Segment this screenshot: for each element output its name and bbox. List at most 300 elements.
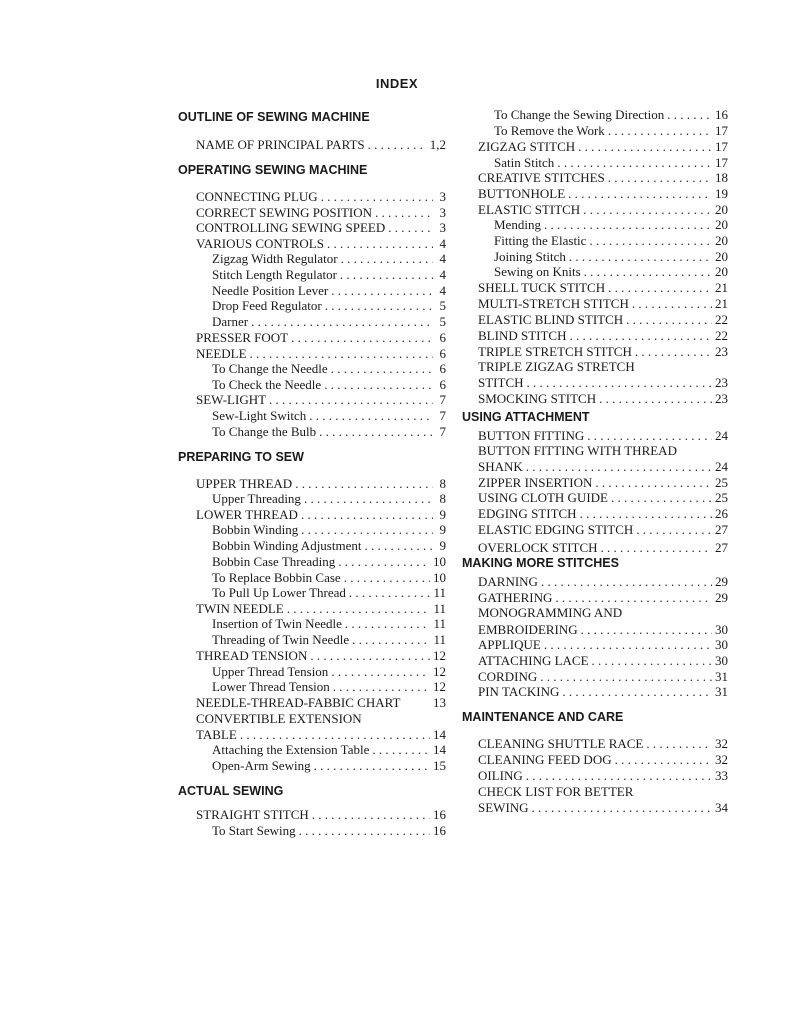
dot-leader [349,585,431,601]
dot-leader [344,570,430,586]
page-number: 3 [439,220,446,235]
page-number: 32 [715,736,728,751]
index-entry [478,752,728,768]
dot-leader [601,540,712,556]
dot-leader [540,669,712,685]
page-number: 3 [439,205,446,220]
page-number: 22 [715,328,728,343]
dot-leader [632,296,712,312]
entry-label: TABLE [196,727,237,742]
index-subentry [212,361,446,377]
entry-label: CHECK LIST FOR BETTER [478,784,634,799]
dot-leader [562,684,712,700]
page-number: 4 [439,236,446,251]
entry-label: Insertion of Twin Needle [212,616,342,631]
index-subentry [212,758,446,774]
dot-leader [309,408,433,424]
page-number: 21 [715,280,728,295]
dot-leader [589,233,712,249]
index-entry [196,330,446,346]
page-number: 4 [439,267,446,282]
index-subentry [212,742,446,758]
dot-leader [310,648,430,664]
page-number: 1,2 [429,137,446,152]
dot-leader [646,736,712,752]
index-entry [196,727,446,743]
page-number: 27 [715,540,728,555]
dot-leader [345,616,431,632]
page-number: 20 [715,264,728,279]
entry-label: Bobbin Case Threading [212,554,336,569]
index-entry [478,170,728,186]
page-number: 18 [715,170,728,185]
dot-leader [569,328,712,344]
index-subentry [212,491,446,507]
index-entry [478,443,728,459]
entry-label: SEW-LIGHT [196,392,267,407]
dot-leader [615,752,712,768]
dot-leader [583,202,712,218]
dot-leader [587,428,712,444]
section-heading: OPERATING SEWING MACHINE [178,163,368,177]
index-entry [478,186,728,202]
index-entry [196,236,446,252]
page-title: INDEX [375,76,419,91]
dot-leader [324,377,433,393]
entry-label: Stitch Length Regulator [212,267,337,282]
entry-label: SHELL TUCK STITCH [478,280,606,295]
dot-leader [626,312,712,328]
page-number: 23 [715,391,728,406]
page-number: 10 [433,570,446,585]
dot-leader [341,251,433,267]
dot-leader [580,506,712,522]
entry-label: To Change the Bulb [212,424,317,439]
page-number: 30 [715,622,728,637]
dot-leader [592,653,712,669]
entry-label: To Check the Needle [212,377,322,392]
page-number: 16 [433,823,446,838]
index-entry [478,296,728,312]
page-number: 3 [439,189,446,204]
entry-label: Darner [212,314,249,329]
dot-leader [319,424,433,440]
page-number: 29 [715,590,728,605]
page-number: 4 [439,283,446,298]
index-subentry [494,264,728,280]
section-heading: MAINTENANCE AND CARE [462,710,624,724]
entry-label: To Replace Bobbin Case [212,570,341,585]
page-number: 26 [715,506,728,521]
index-entry [478,736,728,752]
entry-label: BUTTON FITTING WITH THREAD [478,443,677,458]
dot-leader [608,123,712,139]
dot-leader [526,459,712,475]
section-heading: OUTLINE OF SEWING MACHINE [178,110,370,124]
page-number: 7 [439,408,446,423]
page-number: 5 [439,314,446,329]
entry-label: CONTROLLING SEWING SPEED [196,220,386,235]
index-entry [196,392,446,408]
index-entry [478,506,728,522]
dot-leader [331,361,433,377]
dot-leader [299,823,430,839]
page-number: 12 [433,648,446,663]
index-subentry [212,664,446,680]
index-entry [196,205,446,221]
index-entry [196,507,446,523]
entry-label: OVERLOCK STITCH [478,540,598,555]
dot-leader [352,632,430,648]
entry-label: NAME OF PRINCIPAL PARTS [196,137,365,152]
dot-leader [568,186,712,202]
dot-leader [635,344,712,360]
page-number: 13 [433,695,446,710]
page-number: 15 [433,758,446,773]
page-number: 4 [439,251,446,266]
dot-leader [569,249,712,265]
entry-label: Upper Threading [212,491,301,506]
index-entry [478,312,728,328]
page-number: 21 [715,296,728,311]
dot-leader [321,189,433,205]
index-subentry [212,570,446,586]
page-number: 22 [715,312,728,327]
dot-leader [667,107,712,123]
dot-leader [301,522,433,538]
index-entry [478,139,728,155]
entry-label: SMOCKING STITCH [478,391,597,406]
dot-leader [368,137,427,153]
index-subentry [212,298,446,314]
index-entry [478,522,728,538]
entry-label: CORDING [478,669,538,684]
section-heading: USING ATTACHMENT [462,410,590,424]
page-number: 33 [715,768,728,783]
entry-label: ZIGZAG STITCH [478,139,576,154]
page-number: 6 [439,361,446,376]
dot-leader [608,280,712,296]
dot-leader [636,522,712,538]
dot-leader [287,601,431,617]
entry-label: Sew-Light Switch [212,408,307,423]
dot-leader [333,679,430,695]
entry-label: UPPER THREAD [196,476,293,491]
page-number: 20 [715,217,728,232]
page-number: 24 [715,428,728,443]
dot-leader [611,490,712,506]
page-number: 25 [715,490,728,505]
index-entry [478,280,728,296]
entry-label: GATHERING [478,590,553,605]
entry-label: MULTI-STRETCH STITCH [478,296,629,311]
index-subentry [212,632,446,648]
index-entry [478,344,728,360]
index-entry [478,590,728,606]
section-heading: PREPARING TO SEW [178,450,304,464]
entry-label: Zigzag Width Regulator [212,251,338,266]
entry-label: LOWER THREAD [196,507,298,522]
entry-label: TRIPLE STRETCH STITCH [478,344,632,359]
page-number: 32 [715,752,728,767]
page-number: 30 [715,637,728,652]
entry-label: VARIOUS CONTROLS [196,236,324,251]
index-subentry [212,538,446,554]
dot-leader [526,768,712,784]
dot-leader [295,476,433,492]
index-entry [478,622,728,638]
entry-label: CLEANING FEED DOG [478,752,612,767]
page-number: 6 [439,377,446,392]
page-number: 9 [439,507,446,522]
page-number: 20 [715,202,728,217]
page-number: 7 [439,392,446,407]
entry-label: Bobbin Winding [212,522,299,537]
dot-leader [584,264,712,280]
index-subentry [212,679,446,695]
dot-leader [301,507,433,523]
entry-label: ZIPPER INSERTION [478,475,593,490]
page-number: 31 [715,669,728,684]
dot-leader [269,392,433,408]
entry-label: Joining Stitch [494,249,566,264]
dot-leader [250,346,433,362]
index-subentry [212,377,446,393]
entry-label: CORRECT SEWING POSITION [196,205,372,220]
index-entry [478,375,728,391]
page-number: 10 [433,554,446,569]
page-number: 31 [715,684,728,699]
entry-label: MONOGRAMMING AND [478,605,623,620]
entry-label: To Start Sewing [212,823,296,838]
index-subentry [212,267,446,283]
index-entry [478,328,728,344]
entry-label: Open-Arm Sewing [212,758,311,773]
entry-label: Drop Feed Regulator [212,298,322,313]
dot-leader [325,298,433,314]
index-subentry [212,424,446,440]
page-number: 23 [715,344,728,359]
entry-label: STITCH [478,375,524,390]
index-entry [478,637,728,653]
dot-leader [578,139,712,155]
entry-label: To Change the Sewing Direction [494,107,665,122]
page-number: 11 [433,601,446,616]
entry-label: SEWING [478,800,529,815]
page-number: 24 [715,459,728,474]
dot-leader [364,538,433,554]
entry-label: USING CLOTH GUIDE [478,490,608,505]
entry-label: DARNING [478,574,538,589]
index-subentry [494,107,728,123]
entry-label: PIN TACKING [478,684,560,699]
page-number: 14 [433,727,446,742]
index-subentry [212,522,446,538]
dot-leader [599,391,712,407]
dot-leader [331,283,433,299]
index-entry [196,189,446,205]
page-number: 5 [439,298,446,313]
index-entry [478,475,728,491]
dot-leader [340,267,433,283]
index-subentry [494,217,728,233]
index-entry [478,428,728,444]
entry-label: CONVERTIBLE EXTENSION [196,711,362,726]
entry-label: ELASTIC EDGING STITCH [478,522,634,537]
index-entry [196,476,446,492]
section-heading: MAKING MORE STITCHES [462,556,619,570]
page-number: 12 [433,679,446,694]
entry-label: Bobbin Winding Adjustment [212,538,362,553]
entry-label: APPLIQUE [478,637,541,652]
entry-label: Needle Position Lever [212,283,329,298]
index-subentry [494,155,728,171]
page-number: 8 [439,476,446,491]
entry-label: To Pull Up Lower Thread [212,585,346,600]
entry-label: PRESSER FOOT [196,330,289,345]
index-subentry [494,233,728,249]
page-number: 20 [715,233,728,248]
dot-leader [240,727,430,743]
page-number: 9 [439,538,446,553]
index-subentry [494,123,728,139]
entry-label: Upper Thread Tension [212,664,329,679]
entry-label: Fitting the Elastic [494,233,587,248]
entry-label: TRIPLE ZIGZAG STRETCH [478,359,635,374]
entry-label: NEEDLE [196,346,247,361]
index-entry [478,605,728,621]
index-subentry [212,616,446,632]
index-entry [196,137,446,153]
index-entry [478,540,728,556]
index-entry [478,768,728,784]
index-entry [196,648,446,664]
page-number: 25 [715,475,728,490]
index-entry [196,695,446,711]
dot-leader [338,554,430,570]
dot-leader [304,491,433,507]
entry-label: To Remove the Work [494,123,605,138]
index-entry [478,574,728,590]
page-number: 12 [433,664,446,679]
entry-label: BUTTONHOLE [478,186,566,201]
dot-leader [372,742,430,758]
dot-leader [544,217,712,233]
page-number: 17 [715,155,728,170]
entry-label: ELASTIC STITCH [478,202,581,217]
page-number: 19 [715,186,728,201]
dot-leader [312,807,430,823]
page-number: 9 [439,522,446,537]
page-number: 29 [715,574,728,589]
dot-leader [541,574,712,590]
index-entry [478,490,728,506]
index-entry [196,601,446,617]
index-entry [478,653,728,669]
index-subentry [212,283,446,299]
page-number: 30 [715,653,728,668]
dot-leader [314,758,430,774]
entry-label: THREAD TENSION [196,648,308,663]
dot-leader [331,664,430,680]
index-entry [478,202,728,218]
entry-label: CLEANING SHUTTLE RACE [478,736,644,751]
dot-leader [532,800,712,816]
index-entry [196,807,446,823]
entry-label: Threading of Twin Needle [212,632,350,647]
entry-label: NEEDLE-THREAD-FABBIC CHART [196,695,401,710]
index-entry [478,800,728,816]
page-number: 16 [715,107,728,122]
entry-label: TWIN NEEDLE [196,601,284,616]
entry-label: To Change the Needle [212,361,328,376]
page-number: 27 [715,522,728,537]
page-number: 34 [715,800,728,815]
dot-leader [581,622,712,638]
dot-leader [527,375,713,391]
index-entry [478,459,728,475]
index-entry [478,669,728,685]
dot-leader [291,330,433,346]
entry-label: CONNECTING PLUG [196,189,318,204]
page-number: 20 [715,249,728,264]
dot-leader [327,236,433,252]
page-number: 6 [439,330,446,345]
dot-leader [557,155,712,171]
entry-label: EMBROIDERING [478,622,578,637]
entry-label: EDGING STITCH [478,506,577,521]
entry-label: ELASTIC BLIND STITCH [478,312,624,327]
page-number: 7 [439,424,446,439]
entry-label: BUTTON FITTING [478,428,585,443]
page-number: 8 [439,491,446,506]
entry-label: ATTACHING LACE [478,653,589,668]
index-subentry [212,251,446,267]
index-subentry [212,314,446,330]
dot-leader [544,637,712,653]
dot-leader [375,205,433,221]
page-number: 11 [433,632,446,647]
entry-label: STRAIGHT STITCH [196,807,309,822]
page-number: 11 [433,585,446,600]
index-entry [196,711,446,727]
page-number: 17 [715,123,728,138]
page-number: 17 [715,139,728,154]
index-entry [478,784,728,800]
index-entry [478,684,728,700]
page-number: 23 [715,375,728,390]
dot-leader [388,220,433,236]
entry-label: Attaching the Extension Table [212,742,370,757]
entry-label: Sewing on Knits [494,264,581,279]
index-entry [478,391,728,407]
index-entry [478,359,728,375]
section-heading: ACTUAL SEWING [178,784,284,798]
entry-label: SHANK [478,459,523,474]
page-number: 6 [439,346,446,361]
index-subentry [212,408,446,424]
index-subentry [212,823,446,839]
index-subentry [212,554,446,570]
index-entry [196,220,446,236]
dot-leader [251,314,433,330]
page-number: 14 [433,742,446,757]
page-number: 16 [433,807,446,822]
entry-label: Lower Thread Tension [212,679,330,694]
entry-label: BLIND STITCH [478,328,567,343]
entry-label: Satin Stitch [494,155,555,170]
index-subentry [494,249,728,265]
